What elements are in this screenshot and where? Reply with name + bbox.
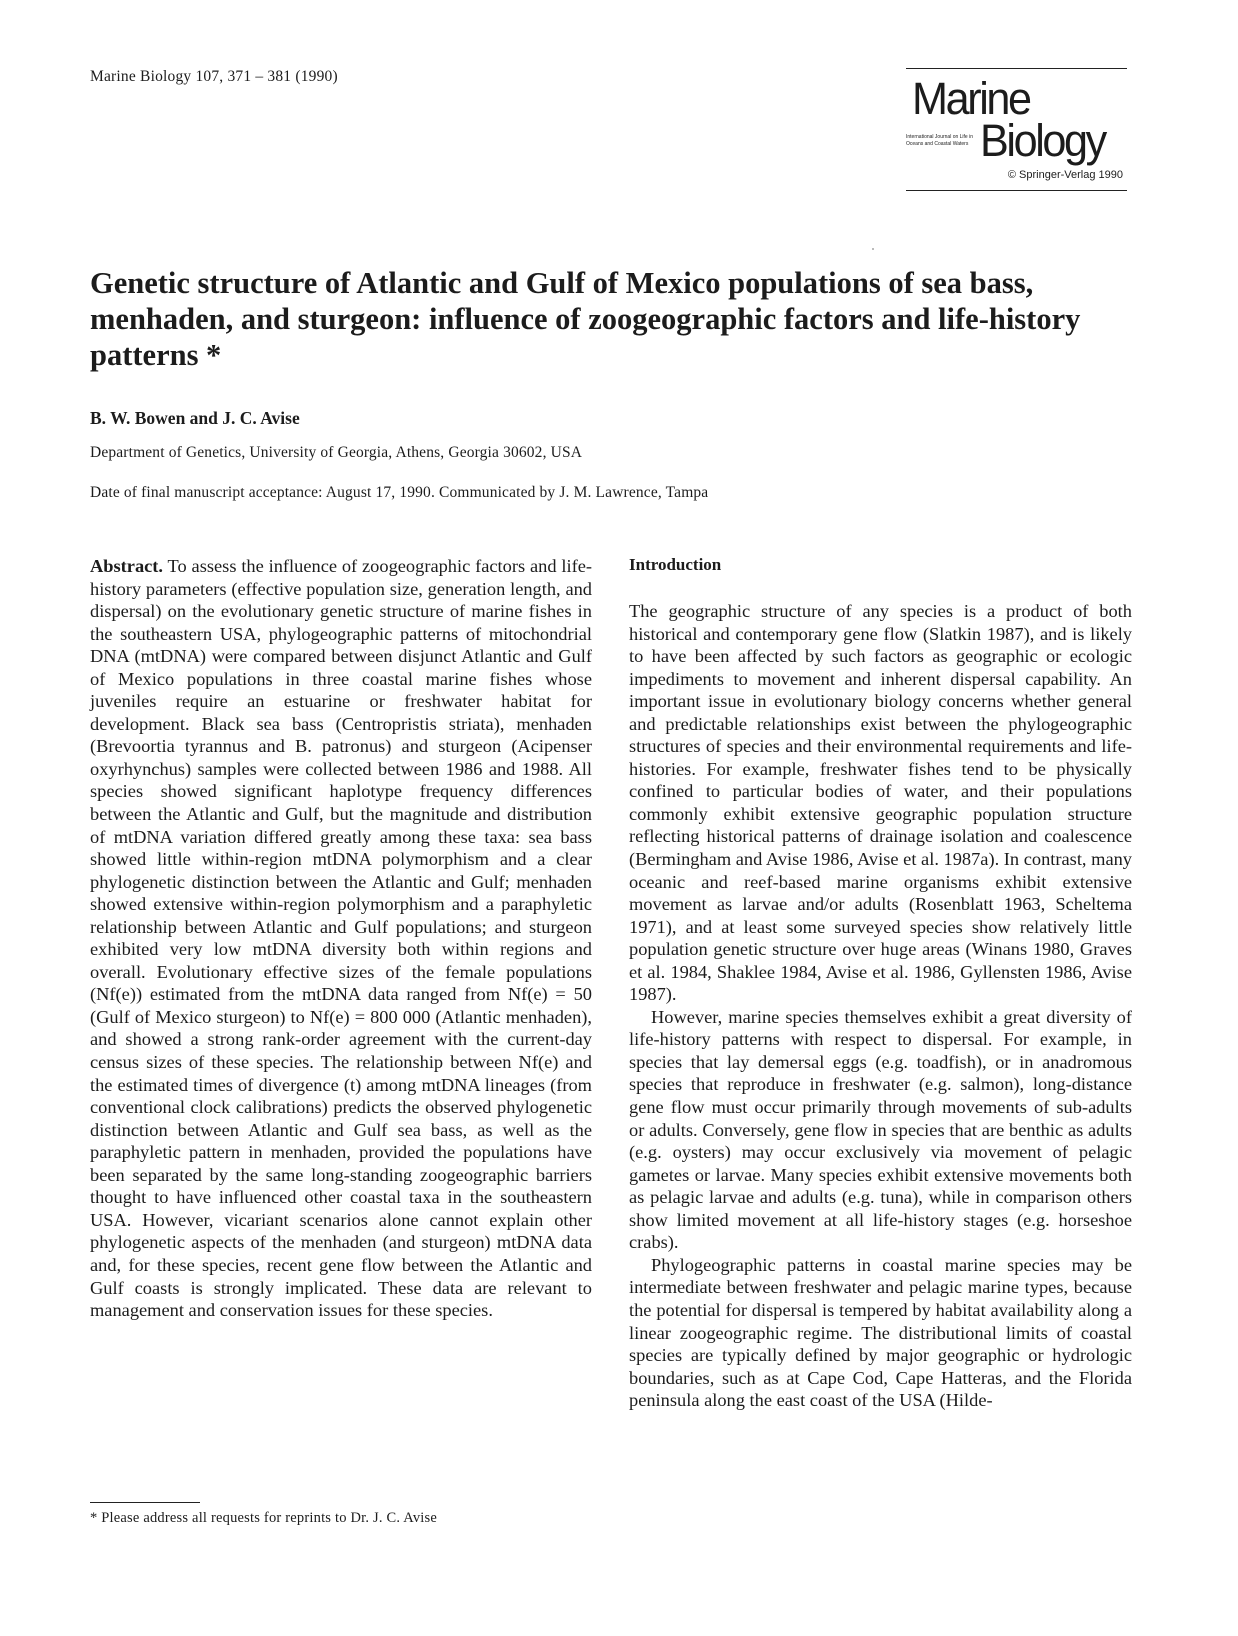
running-head: Marine Biology 107, 371 – 381 (1990) [90,68,338,85]
intro-paragraph: Phylogeographic patterns in coastal marine species may be intermediate between freshwater and pelagic marine types, because the potential for dispersal is tempered by habitat availability along a linear zoogeographic regime. The distributional limits of coastal species are typically defined by major geographic or hydrologic boundaries, such as at Cape Cod, Cape Hatteras, and the Florida peninsula along the east coast of the USA (Hilde- [629,1254,1132,1411]
abstract-label: Abstract. [90,556,164,576]
footnote: * Please address all requests for reprints to Dr. J. C. Avise [90,1510,437,1526]
abstract-text: To assess the influence of zoogeographic factors and life-history parameters (effective population size, generation length, and dispersal) on the evolutionary genetic structure of marine fishes in the southeastern USA, phylogeographic patterns of mitochondrial DNA (mtDNA) were compared between disjunct Atlantic and Gulf of Mexico populations in three coastal marine fishes whose juveniles require an estuarine or freshwater habitat for development. Black sea bass (Centropristis striata), menhaden (Brevoortia tyrannus and B. patronus) and sturgeon (Acipenser oxyrhynchus) samples were collected between 1986 and 1988. All species showed significant haplotype frequency differences between the Atlantic and Gulf, but the magnitude and distribution of mtDNA variation differed greatly among these taxa: sea bass showed little within-region mtDNA polymorphism and a clear phylogenetic distinction between the Atlantic and Gulf; menhaden showed extensive within-region polymorphism and a paraphyletic relationship between Atlantic and Gulf populations; and sturgeon exhibited very low mtDNA diversity both within regions and overall. Evolutionary effective sizes of the female populations (Nf(e)) estimated from the mtDNA data ranged from Nf(e) = 50 (Gulf of Mexico sturgeon) to Nf(e) = 800 000 (Atlantic menhaden), and showed a strong rank-order agreement with the current-day census sizes of these species. The relationship between Nf(e) and the estimated times of divergence (t) among mtDNA lineages (from conventional clock calibrations) predicts the observed phylogenetic distinction between Atlantic and Gulf sea bass, as well as the paraphyletic pattern in menhaden, provided the populations have been separated by the same long-standing zoogeographic barriers thought to have influenced other coastal taxa in the southeastern USA. However, vicariant scenarios alone cannot explain other phylogenetic aspects of the menhaden (and sturgeon) mtDNA data and, for these species, recent gene flow between the Atlantic and Gulf coasts is strongly implicated. These data are relevant to management and conservation issues for these species. [90,556,592,1321]
introduction-heading: Introduction [629,555,722,574]
abstract [90,555,592,1322]
journal-tagline: International Journal on Life in Oceans and Coastal Waters [906,134,973,147]
manuscript-dates: Date of final manuscript acceptance: August 17, 1990. Communicated by J. M. Lawrence, Tampa [90,484,709,501]
scan-speck [872,248,874,250]
footnote-rule [90,1502,200,1503]
introduction-column [629,555,1132,1412]
journal-title-line-2: Biology [980,115,1105,166]
journal-copyright: © Springer-Verlag 1990 [1007,169,1123,181]
authors: B. W. Bowen and J. C. Avise [90,408,300,428]
affiliation: Department of Genetics, University of Georgia, Athens, Georgia 30602, USA [90,444,583,461]
intro-paragraph: The geographic structure of any species is a product of both historical and contemporary gene flow (Slatkin 1987), and is likely to have been affected by such factors as geographic or ecologic impediments to movement and inherent dispersal capability. An important issue in evolutionary biology concerns whether general and predictable relationships exist between the phylogeographic structures of species and their environmental requirements and life-histories. For example, freshwater fishes tend to be physically confined to particular bodies of water, and their populations commonly exhibit extensive geographic population structure reflecting historical patterns of drainage isolation and coalescence (Bermingham and Avise 1986, Avise et al. 1987a). In contrast, many oceanic and reef-based marine organisms exhibit extensive movement as larvae and/or adults (Rosenblatt 1963, Scheltema 1971), and at least some surveyed species show relatively little population genetic structure over huge areas (Winans 1980, Graves et al. 1984, Shaklee 1984, Avise et al. 1986, Gyllensten 1986, Avise 1987). [629,601,1132,1005]
abstract-column [90,555,592,1322]
masthead-top-rule [906,68,1127,69]
masthead-bottom-rule [906,190,1127,191]
journal-masthead [906,68,1127,191]
paper-title: Genetic structure of Atlantic and Gulf of Mexico populations of sea bass, menhaden, and sturgeon: influence of zoogeographic factors and life-history patterns * [90,266,1081,372]
intro-paragraph: However, marine species themselves exhibit a great diversity of life-history patterns with respect to dispersal. For example, in species that lay demersal eggs (e.g. toadfish), or in anadromous species that reproduce in freshwater (e.g. salmon), long-distance gene flow must occur primarily through movements of sub-adults or adults. Conversely, gene flow in species that are benthic as adults (e.g. oysters) may occur exclusively via movement of pelagic gametes or larvae. Many species exhibit extensive movements both as pelagic larvae and adults (e.g. tuna), while in comparison others show limited movement at all life-history stages (e.g. horseshoe crabs). [629,1006,1132,1253]
journal-title-line-1: Marine [912,73,1030,124]
